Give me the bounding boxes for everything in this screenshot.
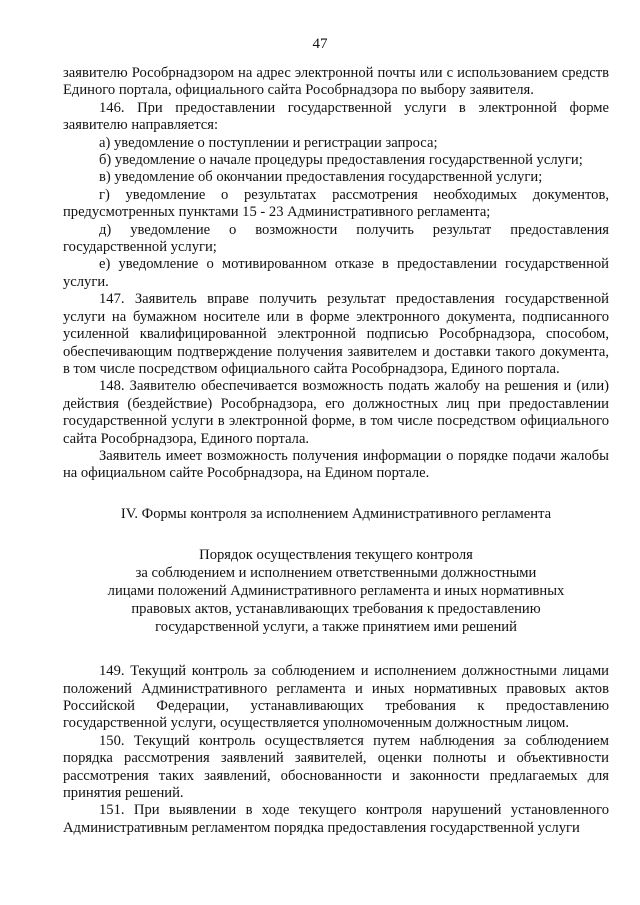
paragraph: б) уведомление о начале процедуры предоставления государственной услуги; <box>99 152 583 169</box>
paragraph: Заявитель имеет возможность получения информации о порядке подачи жалобы на официальном сайте Рособрнадзора, на Едином портале. <box>63 447 609 482</box>
paragraph: в) уведомление об окончании предоставления государственной услуги; <box>99 169 543 186</box>
subheading-line: Порядок осуществления текущего контроля <box>199 547 473 564</box>
paragraph: а) уведомление о поступлении и регистрации запроса; <box>99 134 438 151</box>
subheading-line: лицами положений Административного регламента и иных нормативных <box>107 583 565 600</box>
paragraph: 148. Заявителю обеспечивается возможность подать жалобу на решения и (или) действия (бездействие) Рособрнадзора, его должностных лиц при предоставлении государственной услуги в электронной форме, в том числе посредством официального сайта Рособрнадзора, Единого портала. <box>63 378 609 447</box>
subheading-line: государственной услуги, а также принятием ими решений <box>155 619 517 636</box>
paragraph: 150. Текущий контроль осуществляется путем наблюдения за соблюдением порядка рассмотрения заявлений заявителей, оценки полноты и объективности рассмотрения таких заявлений, обоснованности и законности предлагаемых для принятия решений. <box>63 732 609 801</box>
paragraph: 149. Текущий контроль за соблюдением и исполнением должностными лицами положений Административного регламента и иных нормативных правовых актов Российской Федерации, устанавливающих требования к предоставлению государственной услуги, осуществляется уполномоченным должностным лицом. <box>63 663 609 732</box>
subheading-line: правовых актов, устанавливающих требования к предоставлению <box>131 601 541 618</box>
subheading-line: за соблюдением и исполнением ответственными должностными <box>135 565 537 582</box>
paragraph: 151. При выявлении в ходе текущего контроля нарушений установленного Административным регламентом порядка предоставления государственной услуги <box>63 802 609 836</box>
document-body <box>63 65 609 837</box>
paragraph: 147. Заявитель вправе получить результат предоставления государственной услуги на бумажном носителе или в форме электронного документа, подписанного усиленной квалифицированной электронной подписью Рособрнадзора, способом, обеспечивающим подтверждение получения заявителем и доставки такого документа, в том числе посредством официального сайта Рособрнадзора, Единого портала. <box>63 291 609 377</box>
page-number: 47 <box>312 36 328 52</box>
paragraphs-top <box>63 65 609 483</box>
paragraph: е) уведомление о мотивированном отказе в предоставлении государственной услуги. <box>63 256 609 290</box>
section-heading: IV. Формы контроля за исполнением Административного регламента <box>120 505 552 522</box>
paragraph: д) уведомление о возможности получить результат предоставления государственной услуги; <box>63 221 609 256</box>
paragraph: заявителю Рособрнадзором на адрес электронной почты или с использованием средств Единого портала, официального сайта Рособрнадзора по выбору заявителя. <box>63 65 609 99</box>
paragraph: 146. При предоставлении государственной услуги в электронной форме заявителю направляется: <box>63 99 609 134</box>
paragraph: г) уведомление о результатах рассмотрения необходимых документов, предусмотренных пунктами 15 - 23 Административного регламента; <box>63 186 609 221</box>
subheading <box>63 546 609 636</box>
paragraphs-bottom <box>63 663 609 837</box>
